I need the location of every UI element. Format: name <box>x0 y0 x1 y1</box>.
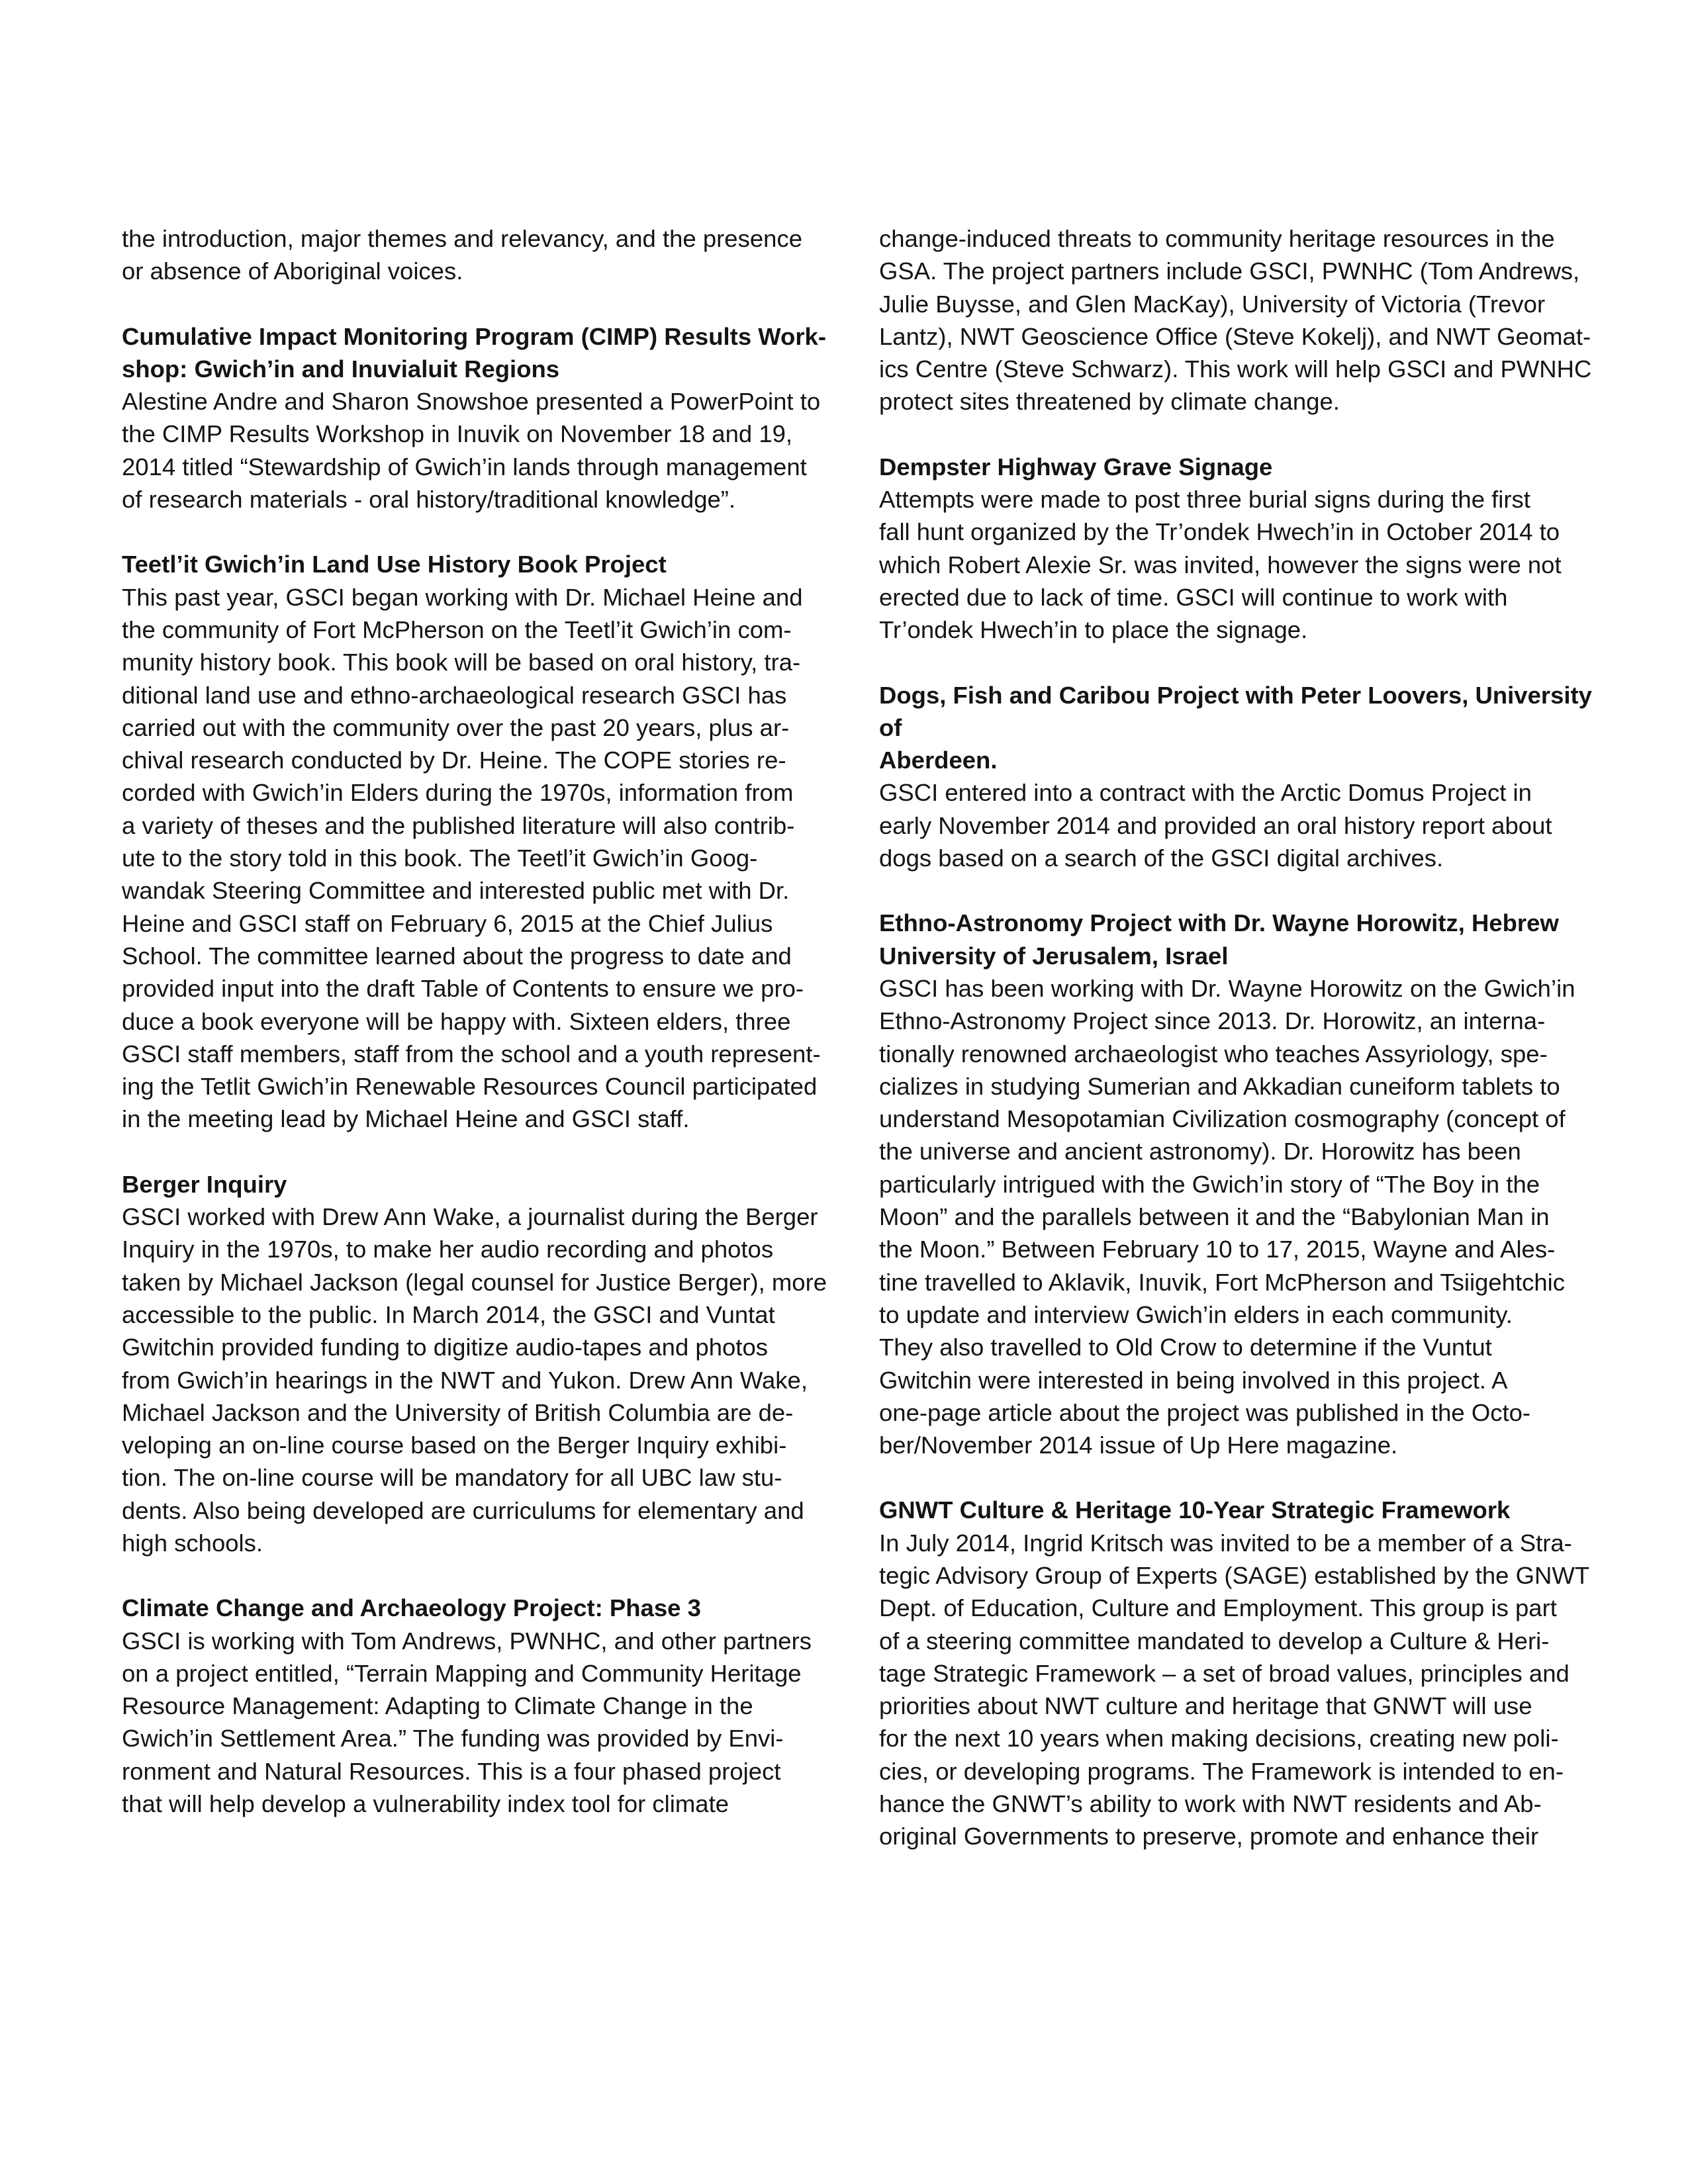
text-line: ute to the story told in this book. The Teetl’it Gwich’in Goog- <box>122 844 758 872</box>
text-line: one-page article about the project was published in the Octo- <box>879 1398 1531 1426</box>
left-intro <box>122 222 843 288</box>
text-line: ics Centre (Steve Schwarz). This work will help GSCI and PWNHC <box>879 355 1592 383</box>
section-heading: Dempster Highway Grave Signage <box>879 453 1273 480</box>
text-line: the community of Fort McPherson on the Teetl’it Gwich’in com- <box>122 615 792 643</box>
text-line: erected due to lack of time. GSCI will continue to work with <box>879 583 1508 611</box>
section-grave-signage <box>879 451 1620 647</box>
text-line: Alestine Andre and Sharon Snowshoe presented a PowerPoint to <box>122 388 821 416</box>
text-line: understand Mesopotamian Civilization cosmography (concept of <box>879 1105 1566 1133</box>
section-heading: Berger Inquiry <box>122 1170 287 1198</box>
text-line: GSA. The project partners include GSCI, PWNHC (Tom Andrews, <box>879 257 1580 285</box>
text-line: accessible to the public. In March 2014, the GSCI and Vuntat <box>122 1300 775 1328</box>
text-line: cies, or developing programs. The Framework is intended to en- <box>879 1757 1564 1785</box>
text-line: the CIMP Results Workshop in Inuvik on November 18 and 19, <box>122 420 793 448</box>
text-line: Resource Management: Adapting to Climate Change in the <box>122 1692 753 1720</box>
text-line: GSCI staff members, staff from the school and a youth represent- <box>122 1040 821 1068</box>
section-ethno-astronomy <box>879 907 1620 1461</box>
text-line: Gwich’in Settlement Area.” The funding was provided by Envi- <box>122 1725 784 1752</box>
section-dogs-fish-caribou <box>879 679 1620 875</box>
text-line: GSCI has been working with Dr. Wayne Horowitz on the Gwich’in <box>879 974 1575 1002</box>
text-line: early November 2014 and provided an oral history report about <box>879 811 1552 839</box>
text-line: priorities about NWT culture and heritage that GNWT will use <box>879 1692 1532 1720</box>
text-line: Dept. of Education, Culture and Employment. This group is part <box>879 1594 1557 1622</box>
text-line: They also travelled to Old Crow to determine if the Vuntut <box>879 1334 1492 1361</box>
text-line: the introduction, major themes and relevancy, and the presence <box>122 225 803 252</box>
text-line: veloping an on-line course based on the Berger Inquiry exhibi- <box>122 1432 787 1459</box>
text-line: taken by Michael Jackson (legal counsel for Justice Berger), more <box>122 1268 827 1296</box>
text-line: Ethno-Astronomy Project since 2013. Dr. Horowitz, an interna- <box>879 1007 1546 1035</box>
section-heading: Dogs, Fish and Caribou Project with Peter Loovers, University of <box>879 681 1592 741</box>
section-heading: shop: Gwich’in and Inuvialuit Regions <box>122 355 560 383</box>
text-line: chival research conducted by Dr. Heine. The COPE stories re- <box>122 747 786 774</box>
text-line: Attempts were made to post three burial signs during the first <box>879 486 1530 514</box>
section-gnwt-framework <box>879 1494 1620 1852</box>
text-line: wandak Steering Committee and interested public met with Dr. <box>122 877 790 905</box>
text-line: ditional land use and ethno-archaeological research GSCI has <box>122 681 787 709</box>
text-line: munity history book. This book will be based on oral history, tra- <box>122 649 801 676</box>
text-line: to update and interview Gwich’in elders in each community. <box>879 1300 1513 1328</box>
section-heading: Aberdeen. <box>879 747 998 774</box>
section-climate-change <box>122 1592 843 1820</box>
text-line: the Moon.” Between February 10 to 17, 2015, Wayne and Ales- <box>879 1236 1556 1263</box>
text-line: Gwitchin provided funding to digitize audio-tapes and photos <box>122 1334 769 1361</box>
text-line: which Robert Alexie Sr. was invited, however the signs were not <box>879 551 1562 578</box>
text-line: change-induced threats to community heritage resources in the <box>879 225 1555 252</box>
text-line: Lantz), NWT Geoscience Office (Steve Kokelj), and NWT Geomat- <box>879 322 1591 350</box>
text-line: protect sites threatened by climate change. <box>879 388 1340 416</box>
text-line: corded with Gwich’in Elders during the 1970s, information from <box>122 779 794 807</box>
text-line: from Gwich’in hearings in the NWT and Yukon. Drew Ann Wake, <box>122 1366 808 1394</box>
text-line: original Governments to preserve, promote and enhance their <box>879 1823 1539 1850</box>
text-line: tion. The on-line course will be mandatory for all UBC law stu- <box>122 1464 782 1492</box>
text-line: 2014 titled “Stewardship of Gwich’in lands through management <box>122 453 807 480</box>
text-line: tage Strategic Framework – a set of broad values, principles and <box>879 1659 1570 1687</box>
text-line: a variety of theses and the published literature will also contrib- <box>122 811 795 839</box>
text-line: This past year, GSCI began working with Dr. Michael Heine and <box>122 583 803 611</box>
text-line: School. The committee learned about the progress to date and <box>122 942 792 970</box>
text-line: ronment and Natural Resources. This is a four phased project <box>122 1757 781 1785</box>
text-line: provided input into the draft Table of Contents to ensure we pro- <box>122 975 804 1003</box>
text-line: carried out with the community over the past 20 years, plus ar- <box>122 713 790 741</box>
text-line: GSCI entered into a contract with the Arctic Domus Project in <box>879 779 1532 807</box>
text-line: Gwitchin were interested in being involved in this project. A <box>879 1366 1508 1394</box>
text-line: Inquiry in the 1970s, to make her audio recording and photos <box>122 1236 774 1263</box>
text-line: in the meeting lead by Michael Heine and GSCI staff. <box>122 1105 690 1133</box>
text-line: particularly intrigued with the Gwich’in story of “The Boy in the <box>879 1170 1540 1198</box>
section-heading: Cumulative Impact Monitoring Program (CIMP) Results Work- <box>122 322 827 350</box>
text-line: Tr’ondek Hwech’in to place the signage. <box>879 616 1308 644</box>
right-intro <box>879 222 1620 418</box>
text-line: of research materials - oral history/traditional knowledge”. <box>122 486 736 514</box>
text-line: high schools. <box>122 1529 263 1557</box>
section-heading: Teetl’it Gwich’in Land Use History Book Project <box>122 551 667 578</box>
text-line: In July 2014, Ingrid Kritsch was invited to be a member of a Stra- <box>879 1529 1572 1557</box>
text-line: of a steering committee mandated to develop a Culture & Heri- <box>879 1627 1550 1655</box>
text-line: dents. Also being developed are curriculums for elementary and <box>122 1496 804 1524</box>
text-line: tionally renowned archaeologist who teaches Assyriology, spe- <box>879 1040 1548 1068</box>
text-line: duce a book everyone will be happy with. Sixteen elders, three <box>122 1007 791 1035</box>
text-line: dogs based on a search of the GSCI digital archives. <box>879 844 1444 872</box>
text-line: Julie Buysse, and Glen MacKay), University of Victoria (Trevor <box>879 290 1546 318</box>
text-line: for the next 10 years when making decisions, creating new poli- <box>879 1725 1559 1752</box>
right-column <box>879 222 1620 1853</box>
text-line: or absence of Aboriginal voices. <box>122 257 463 285</box>
text-line: ber/November 2014 issue of Up Here magazine. <box>879 1432 1398 1459</box>
section-heading: University of Jerusalem, Israel <box>879 942 1229 970</box>
text-line: fall hunt organized by the Tr’ondek Hwech’in in October 2014 to <box>879 518 1560 546</box>
section-heading: Ethno-Astronomy Project with Dr. Wayne Horowitz, Hebrew <box>879 909 1559 937</box>
text-line: Michael Jackson and the University of British Columbia are de- <box>122 1398 794 1426</box>
section-heading: Climate Change and Archaeology Project: Phase 3 <box>122 1594 701 1622</box>
text-line: hance the GNWT’s ability to work with NWT residents and Ab- <box>879 1790 1542 1818</box>
text-line: ing the Tetlit Gwich’in Renewable Resources Council participated <box>122 1073 818 1101</box>
section-teetlit-book <box>122 548 843 1135</box>
text-line: that will help develop a vulnerability index tool for climate <box>122 1790 729 1818</box>
text-line: tine travelled to Aklavik, Inuvik, Fort McPherson and Tsiigehtchic <box>879 1268 1566 1296</box>
section-berger-inquiry <box>122 1168 843 1560</box>
text-line: Moon” and the parallels between it and the “Babylonian Man in <box>879 1203 1550 1231</box>
section-cimp <box>122 320 843 516</box>
text-line: cializes in studying Sumerian and Akkadian cuneiform tablets to <box>879 1072 1560 1100</box>
text-line: on a project entitled, “Terrain Mapping and Community Heritage <box>122 1659 802 1687</box>
left-column <box>122 222 843 1820</box>
text-line: GSCI is working with Tom Andrews, PWNHC, and other partners <box>122 1627 812 1655</box>
text-line: the universe and ancient astronomy). Dr. Horowitz has been <box>879 1138 1521 1165</box>
section-heading: GNWT Culture & Heritage 10-Year Strategic Framework <box>879 1496 1511 1524</box>
text-line: Heine and GSCI staff on February 6, 2015 at the Chief Julius <box>122 909 773 937</box>
text-line: tegic Advisory Group of Experts (SAGE) established by the GNWT <box>879 1561 1590 1589</box>
text-line: GSCI worked with Drew Ann Wake, a journalist during the Berger <box>122 1203 818 1231</box>
